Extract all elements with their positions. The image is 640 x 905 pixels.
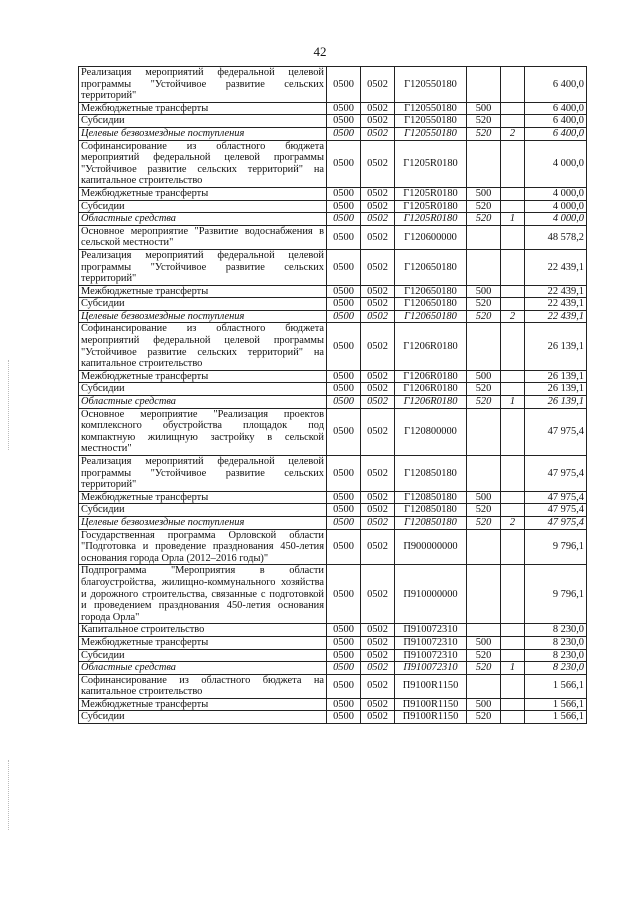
target-article-code: П910072310: [395, 649, 467, 662]
funding-source-code: [501, 200, 525, 213]
row-name: Межбюджетные трансферты: [79, 285, 327, 298]
row-name: Реализация мероприятий федеральной целевой программы "Устойчивое развитие сельских территорий": [79, 67, 327, 103]
section-code: 0500: [327, 310, 361, 323]
subsection-code: 0502: [361, 370, 395, 383]
table-row: [79, 285, 587, 298]
table-row: [79, 127, 587, 140]
expense-type-code: 500: [467, 491, 501, 504]
expense-type-code: [467, 67, 501, 103]
subsection-code: 0502: [361, 456, 395, 492]
funding-source-code: [501, 649, 525, 662]
funding-source-code: [501, 565, 525, 624]
row-name: Целевые безвозмездные поступления: [79, 310, 327, 323]
section-code: 0500: [327, 504, 361, 517]
table-row: [79, 408, 587, 455]
subsection-code: 0502: [361, 67, 395, 103]
amount-value: 47 975,4: [525, 456, 587, 492]
amount-value: 1 566,1: [525, 711, 587, 724]
funding-source-code: [501, 624, 525, 637]
section-code: 0500: [327, 187, 361, 200]
funding-source-code: [501, 285, 525, 298]
expense-type-code: 500: [467, 370, 501, 383]
subsection-code: 0502: [361, 285, 395, 298]
amount-value: 22 439,1: [525, 249, 587, 285]
expense-type-code: [467, 624, 501, 637]
amount-value: 6 400,0: [525, 67, 587, 103]
section-code: 0500: [327, 674, 361, 698]
subsection-code: 0502: [361, 711, 395, 724]
row-name: Реализация мероприятий федеральной целевой программы "Устойчивое развитие сельских территорий": [79, 456, 327, 492]
section-code: 0500: [327, 408, 361, 455]
subsection-code: 0502: [361, 298, 395, 311]
section-code: 0500: [327, 456, 361, 492]
table-row: [79, 323, 587, 370]
expense-type-code: [467, 565, 501, 624]
target-article-code: Г120550180: [395, 127, 467, 140]
expense-type-code: 520: [467, 115, 501, 128]
section-code: 0500: [327, 711, 361, 724]
section-code: 0500: [327, 298, 361, 311]
section-code: 0500: [327, 636, 361, 649]
row-name: Субсидии: [79, 298, 327, 311]
row-name: Областные средства: [79, 662, 327, 675]
target-article-code: Г120550180: [395, 67, 467, 103]
target-article-code: П9100R1150: [395, 698, 467, 711]
row-name: Софинансирование из областного бюджета мероприятий федеральной целевой программы "Устойчивое развитие сельских территорий" на капитальное строительство: [79, 323, 327, 370]
table-row: [79, 636, 587, 649]
expense-type-code: [467, 323, 501, 370]
funding-source-code: [501, 383, 525, 396]
amount-value: 4 000,0: [525, 200, 587, 213]
target-article-code: П910072310: [395, 624, 467, 637]
target-article-code: Г120550180: [395, 115, 467, 128]
amount-value: 22 439,1: [525, 285, 587, 298]
section-code: 0500: [327, 383, 361, 396]
row-name: Реализация мероприятий федеральной целевой программы "Устойчивое развитие сельских территорий": [79, 249, 327, 285]
subsection-code: 0502: [361, 383, 395, 396]
funding-source-code: 1: [501, 213, 525, 226]
table-row: [79, 711, 587, 724]
table-row: [79, 491, 587, 504]
target-article-code: Г1205R0180: [395, 213, 467, 226]
section-code: 0500: [327, 115, 361, 128]
amount-value: 47 975,4: [525, 516, 587, 529]
page-number: 42: [313, 44, 327, 59]
funding-source-code: [501, 323, 525, 370]
funding-source-code: 1: [501, 662, 525, 675]
subsection-code: 0502: [361, 408, 395, 455]
table-row: [79, 383, 587, 396]
section-code: 0500: [327, 200, 361, 213]
subsection-code: 0502: [361, 396, 395, 409]
funding-source-code: [501, 636, 525, 649]
row-name: Софинансирование из областного бюджета на капитальное строительство: [79, 674, 327, 698]
subsection-code: 0502: [361, 662, 395, 675]
section-code: 0500: [327, 285, 361, 298]
row-name: Целевые безвозмездные поступления: [79, 127, 327, 140]
section-code: 0500: [327, 249, 361, 285]
expense-type-code: 520: [467, 383, 501, 396]
expense-type-code: 520: [467, 298, 501, 311]
target-article-code: Г1206R0180: [395, 383, 467, 396]
amount-value: 22 439,1: [525, 310, 587, 323]
subsection-code: 0502: [361, 310, 395, 323]
expense-type-code: 520: [467, 711, 501, 724]
amount-value: 26 139,1: [525, 370, 587, 383]
table-row: [79, 504, 587, 517]
subsection-code: 0502: [361, 698, 395, 711]
row-name: Государственная программа Орловской области "Подготовка и проведение празднования 450-летия основания города Орла (2012–2016 годы)": [79, 529, 327, 565]
table-row: [79, 662, 587, 675]
row-name: Целевые безвозмездные поступления: [79, 516, 327, 529]
target-article-code: Г1206R0180: [395, 396, 467, 409]
funding-source-code: [501, 504, 525, 517]
target-article-code: Г1205R0180: [395, 187, 467, 200]
target-article-code: Г1206R0180: [395, 323, 467, 370]
subsection-code: 0502: [361, 624, 395, 637]
funding-source-code: [501, 711, 525, 724]
amount-value: 9 796,1: [525, 565, 587, 624]
row-name: Межбюджетные трансферты: [79, 491, 327, 504]
budget-table: [78, 66, 587, 724]
funding-source-code: [501, 491, 525, 504]
amount-value: 47 975,4: [525, 504, 587, 517]
table-row: [79, 298, 587, 311]
row-name: Межбюджетные трансферты: [79, 370, 327, 383]
row-name: Межбюджетные трансферты: [79, 636, 327, 649]
amount-value: 8 230,0: [525, 649, 587, 662]
table-row: [79, 225, 587, 249]
amount-value: 6 400,0: [525, 127, 587, 140]
row-name: Капитальное строительство: [79, 624, 327, 637]
subsection-code: 0502: [361, 565, 395, 624]
table-row: [79, 310, 587, 323]
table-row: [79, 370, 587, 383]
row-name: Областные средства: [79, 213, 327, 226]
expense-type-code: 500: [467, 102, 501, 115]
section-code: 0500: [327, 491, 361, 504]
expense-type-code: [467, 674, 501, 698]
target-article-code: П910072310: [395, 662, 467, 675]
amount-value: 47 975,4: [525, 408, 587, 455]
row-name: Субсидии: [79, 200, 327, 213]
expense-type-code: [467, 529, 501, 565]
expense-type-code: 520: [467, 200, 501, 213]
margin-mark: [8, 360, 11, 450]
funding-source-code: [501, 187, 525, 200]
target-article-code: П900000000: [395, 529, 467, 565]
subsection-code: 0502: [361, 115, 395, 128]
expense-type-code: 500: [467, 698, 501, 711]
amount-value: 8 230,0: [525, 662, 587, 675]
subsection-code: 0502: [361, 200, 395, 213]
row-name: Субсидии: [79, 711, 327, 724]
amount-value: 8 230,0: [525, 636, 587, 649]
expense-type-code: 520: [467, 662, 501, 675]
expense-type-code: [467, 249, 501, 285]
target-article-code: П910000000: [395, 565, 467, 624]
funding-source-code: [501, 225, 525, 249]
amount-value: 26 139,1: [525, 396, 587, 409]
section-code: 0500: [327, 698, 361, 711]
subsection-code: 0502: [361, 674, 395, 698]
section-code: 0500: [327, 213, 361, 226]
amount-value: 26 139,1: [525, 383, 587, 396]
subsection-code: 0502: [361, 636, 395, 649]
funding-source-code: [501, 456, 525, 492]
expense-type-code: 520: [467, 310, 501, 323]
target-article-code: Г120550180: [395, 102, 467, 115]
target-article-code: Г1206R0180: [395, 370, 467, 383]
expense-type-code: 500: [467, 636, 501, 649]
section-code: 0500: [327, 127, 361, 140]
table-row: [79, 698, 587, 711]
subsection-code: 0502: [361, 187, 395, 200]
subsection-code: 0502: [361, 649, 395, 662]
section-code: 0500: [327, 370, 361, 383]
funding-source-code: 1: [501, 396, 525, 409]
section-code: 0500: [327, 565, 361, 624]
table-row: [79, 516, 587, 529]
table-row: [79, 396, 587, 409]
table-row: [79, 140, 587, 187]
amount-value: 8 230,0: [525, 624, 587, 637]
table-row: [79, 102, 587, 115]
expense-type-code: 500: [467, 285, 501, 298]
funding-source-code: 2: [501, 516, 525, 529]
target-article-code: Г120850180: [395, 491, 467, 504]
amount-value: 26 139,1: [525, 323, 587, 370]
section-code: 0500: [327, 102, 361, 115]
table-row: [79, 187, 587, 200]
funding-source-code: [501, 370, 525, 383]
target-article-code: Г120800000: [395, 408, 467, 455]
section-code: 0500: [327, 67, 361, 103]
row-name: Областные средства: [79, 396, 327, 409]
section-code: 0500: [327, 624, 361, 637]
expense-type-code: [467, 225, 501, 249]
table-row: [79, 456, 587, 492]
subsection-code: 0502: [361, 529, 395, 565]
row-name: Основное мероприятие "Реализация проектов комплексного обустройства площадок под компактную жилищную застройку в сельской местности": [79, 408, 327, 455]
expense-type-code: 520: [467, 127, 501, 140]
funding-source-code: [501, 115, 525, 128]
target-article-code: Г120650180: [395, 298, 467, 311]
row-name: Субсидии: [79, 504, 327, 517]
subsection-code: 0502: [361, 102, 395, 115]
funding-source-code: [501, 67, 525, 103]
funding-source-code: [501, 674, 525, 698]
target-article-code: П9100R1150: [395, 711, 467, 724]
budget-table-body: [79, 67, 587, 724]
row-name: Межбюджетные трансферты: [79, 102, 327, 115]
amount-value: 6 400,0: [525, 115, 587, 128]
table-row: [79, 67, 587, 103]
funding-source-code: [501, 249, 525, 285]
table-row: [79, 200, 587, 213]
table-row: [79, 649, 587, 662]
expense-type-code: 520: [467, 504, 501, 517]
amount-value: 48 578,2: [525, 225, 587, 249]
section-code: 0500: [327, 225, 361, 249]
row-name: Межбюджетные трансферты: [79, 698, 327, 711]
funding-source-code: 2: [501, 310, 525, 323]
subsection-code: 0502: [361, 140, 395, 187]
funding-source-code: [501, 408, 525, 455]
row-name: Основное мероприятие "Развитие водоснабжения в сельской местности": [79, 225, 327, 249]
subsection-code: 0502: [361, 504, 395, 517]
section-code: 0500: [327, 140, 361, 187]
target-article-code: Г1205R0180: [395, 200, 467, 213]
amount-value: 1 566,1: [525, 674, 587, 698]
funding-source-code: 2: [501, 127, 525, 140]
table-row: [79, 213, 587, 226]
expense-type-code: 520: [467, 649, 501, 662]
expense-type-code: [467, 408, 501, 455]
section-code: 0500: [327, 323, 361, 370]
target-article-code: Г120600000: [395, 225, 467, 249]
row-name: Подпрограмма "Мероприятия в области благоустройства, жилищно-коммунального хозяйства и дорожного строительства, связанные с подготовкой и проведением празднования 450-летия основания города Орла": [79, 565, 327, 624]
table-row: [79, 115, 587, 128]
subsection-code: 0502: [361, 516, 395, 529]
amount-value: 6 400,0: [525, 102, 587, 115]
section-code: 0500: [327, 649, 361, 662]
subsection-code: 0502: [361, 323, 395, 370]
row-name: Субсидии: [79, 115, 327, 128]
row-name: Межбюджетные трансферты: [79, 187, 327, 200]
amount-value: 4 000,0: [525, 187, 587, 200]
subsection-code: 0502: [361, 213, 395, 226]
margin-mark: [8, 760, 11, 830]
section-code: 0500: [327, 516, 361, 529]
amount-value: 4 000,0: [525, 140, 587, 187]
funding-source-code: [501, 102, 525, 115]
expense-type-code: 520: [467, 396, 501, 409]
amount-value: 1 566,1: [525, 698, 587, 711]
section-code: 0500: [327, 396, 361, 409]
row-name: Субсидии: [79, 383, 327, 396]
table-row: [79, 249, 587, 285]
subsection-code: 0502: [361, 225, 395, 249]
table-row: [79, 529, 587, 565]
amount-value: 47 975,4: [525, 491, 587, 504]
target-article-code: Г120850180: [395, 456, 467, 492]
expense-type-code: 520: [467, 516, 501, 529]
target-article-code: П910072310: [395, 636, 467, 649]
amount-value: 4 000,0: [525, 213, 587, 226]
table-row: [79, 624, 587, 637]
target-article-code: Г120850180: [395, 516, 467, 529]
target-article-code: Г120650180: [395, 285, 467, 298]
row-name: Софинансирование из областного бюджета мероприятий федеральной целевой программы "Устойчивое развитие сельских территорий" на капитальное строительство: [79, 140, 327, 187]
subsection-code: 0502: [361, 127, 395, 140]
section-code: 0500: [327, 662, 361, 675]
expense-type-code: 500: [467, 187, 501, 200]
expense-type-code: [467, 140, 501, 187]
table-row: [79, 674, 587, 698]
target-article-code: Г120650180: [395, 249, 467, 285]
subsection-code: 0502: [361, 491, 395, 504]
funding-source-code: [501, 529, 525, 565]
expense-type-code: [467, 456, 501, 492]
amount-value: 9 796,1: [525, 529, 587, 565]
target-article-code: Г120650180: [395, 310, 467, 323]
target-article-code: Г120850180: [395, 504, 467, 517]
funding-source-code: [501, 140, 525, 187]
amount-value: 22 439,1: [525, 298, 587, 311]
funding-source-code: [501, 698, 525, 711]
target-article-code: П9100R1150: [395, 674, 467, 698]
target-article-code: Г1205R0180: [395, 140, 467, 187]
subsection-code: 0502: [361, 249, 395, 285]
section-code: 0500: [327, 529, 361, 565]
row-name: Субсидии: [79, 649, 327, 662]
funding-source-code: [501, 298, 525, 311]
table-row: [79, 565, 587, 624]
expense-type-code: 520: [467, 213, 501, 226]
